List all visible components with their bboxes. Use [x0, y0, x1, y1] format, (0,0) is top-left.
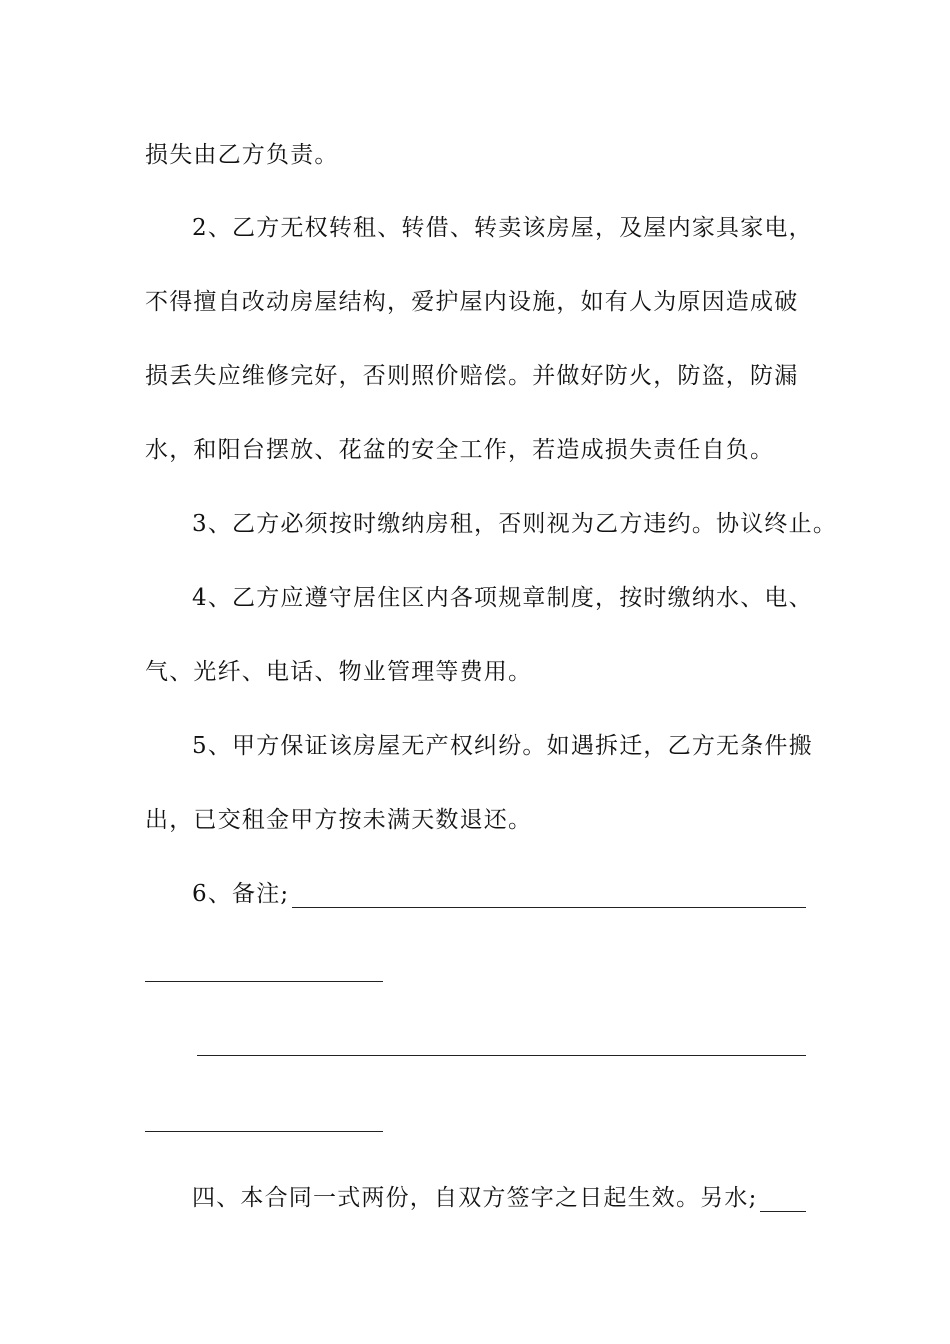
- clause-2-line-2: 不得擅自改动房屋结构，爱护屋内设施，如有人为原因造成破: [145, 289, 799, 315]
- remarks-blank-line-1: [292, 907, 806, 908]
- clause-4-line-1: 4、乙方应遵守居住区内各项规章制度，按时缴纳水、电、: [192, 585, 813, 611]
- clause-3-line: 3、乙方必须按时缴纳房租，否则视为乙方违约。协议终止。: [192, 511, 838, 537]
- water-blank-line: [760, 1211, 806, 1212]
- clause-2-line-3: 损丢失应维修完好，否则照价赔偿。并做好防火，防盗，防漏: [145, 363, 799, 389]
- clause-6-label: 6、备注;: [192, 881, 290, 907]
- remarks-blank-line-2: [145, 981, 383, 982]
- section-4-line: 四、本合同一式两份，自双方签字之日起生效。另水;: [192, 1185, 758, 1211]
- paragraph-line: 损失由乙方负责。: [145, 142, 339, 168]
- clause-5-line-1: 5、甲方保证该房屋无产权纠纷。如遇拆迁，乙方无条件搬: [192, 733, 813, 759]
- clause-5-line-2: 出，已交租金甲方按未满天数退还。: [145, 807, 533, 833]
- remarks-blank-line-4: [145, 1131, 383, 1132]
- clause-2-line-1: 2、乙方无权转租、转借、转卖该房屋，及屋内家具家电，: [192, 215, 813, 241]
- clause-2-line-4: 水，和阳台摆放、花盆的安全工作，若造成损失责任自负。: [145, 437, 775, 463]
- remarks-blank-line-3: [197, 1055, 806, 1056]
- clause-4-line-2: 气、光纤、电话、物业管理等费用。: [145, 659, 533, 685]
